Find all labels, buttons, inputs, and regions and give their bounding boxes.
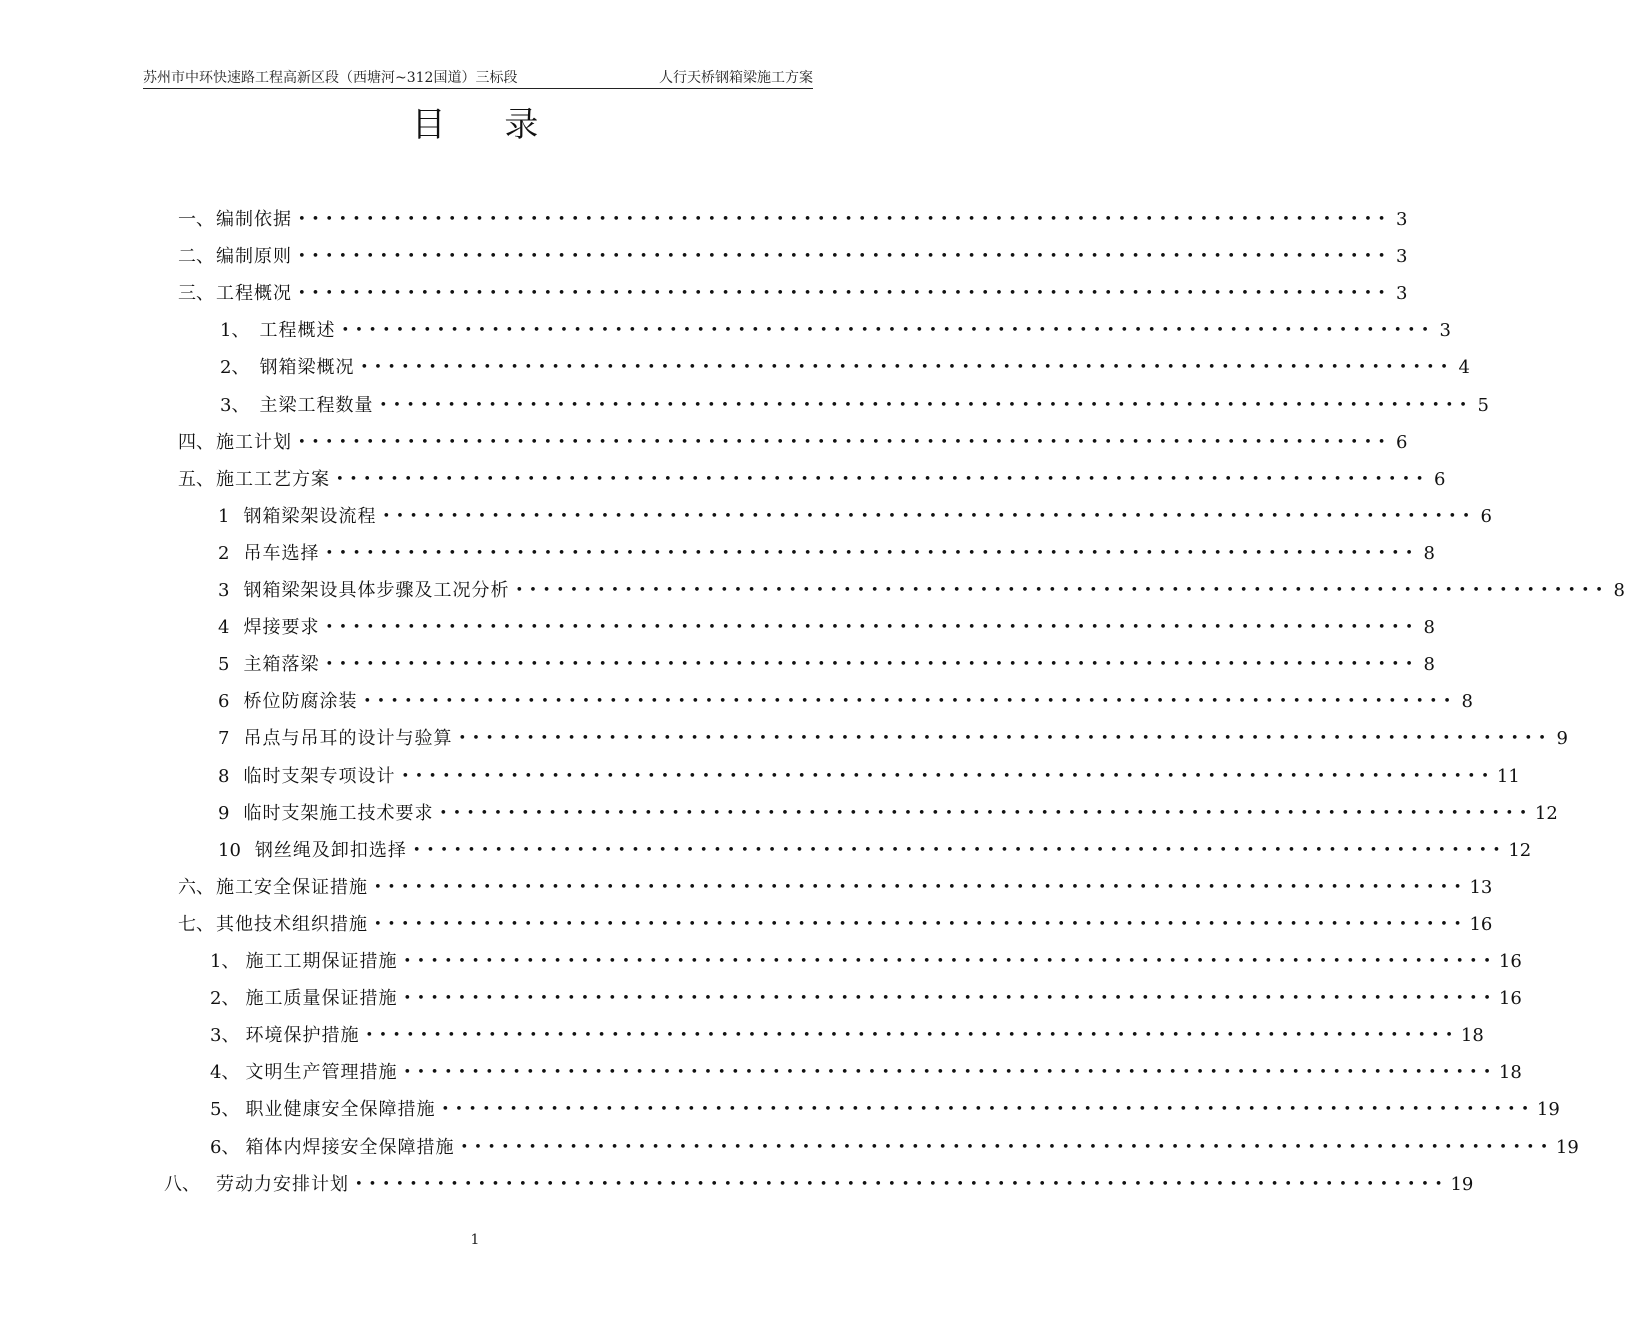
toc-entry[interactable]: [218, 646, 1435, 683]
toc-entry-page: 6: [1433, 468, 1446, 490]
toc-entry[interactable]: [218, 720, 1568, 757]
toc-entry-page: 16: [1469, 913, 1493, 935]
toc-entry[interactable]: [178, 461, 1446, 498]
page-number: 1: [470, 1232, 480, 1248]
toc-entry[interactable]: [210, 1129, 1579, 1166]
toc-entry-label: 施工工艺方案: [216, 468, 330, 490]
toc-entry-page: 3: [1439, 320, 1451, 342]
toc-entry[interactable]: [218, 572, 1625, 609]
header-project-name: 苏州市中环快速路工程高新区段（西塘河~312国道）三标段: [143, 70, 518, 86]
toc-entry-number: 四、: [178, 431, 214, 453]
toc-entry-label: 其他技术组织措施: [216, 913, 368, 935]
toc-entry-number: 3、: [210, 1025, 240, 1047]
toc-dot-leader: ••••••••••••••••••••••••••••••••••••••••••••••••••••••••••••••••••••••••••••••••: [325, 620, 1419, 636]
toc-entry-label: 钢箱梁概况: [259, 357, 355, 379]
toc-dot-leader: ••••••••••••••••••••••••••••••••••••••••••••••••••••••••••••••••••••••••••••••••: [460, 1139, 1554, 1155]
toc-entry-page: 8: [1461, 691, 1473, 713]
header-document-name: 人行天桥钢箱梁施工方案: [659, 70, 813, 86]
toc-entry[interactable]: [210, 1017, 1484, 1054]
toc-entry-label: 临时支架专项设计: [243, 765, 396, 787]
toc-entry-label: 工程概况: [216, 283, 292, 305]
toc-dot-leader: ••••••••••••••••••••••••••••••••••••••••••••••••••••••••••••••••••••••••••••••••: [298, 434, 1392, 450]
toc-entry-page: 18: [1498, 1062, 1522, 1084]
toc-entry[interactable]: [218, 535, 1435, 572]
toc-entry-page: 16: [1498, 988, 1522, 1010]
toc-entry-number: 五、: [178, 468, 214, 490]
toc-entry-page: 6: [1395, 431, 1408, 453]
toc-dot-leader: ••••••••••••••••••••••••••••••••••••••••••••••••••••••••••••••••••••••••••••••••: [298, 249, 1392, 265]
toc-entry[interactable]: [218, 498, 1492, 535]
toc-entry-page: 12: [1534, 802, 1558, 824]
toc-entry[interactable]: [178, 238, 1408, 275]
toc-dot-leader: ••••••••••••••••••••••••••••••••••••••••••••••••••••••••••••••••••••••••••••••••: [403, 954, 1497, 969]
toc-entry-label: 编制依据: [216, 209, 292, 230]
toc-entry-page: 16: [1498, 951, 1522, 972]
toc-entry-label: 临时支架施工技术要求: [243, 802, 434, 824]
toc-entry[interactable]: [210, 943, 1522, 980]
toc-entry-page: 5: [1477, 394, 1489, 416]
toc-entry[interactable]: [178, 201, 1408, 238]
toc-entry-number: 1: [218, 505, 230, 527]
toc-entry-page: 4: [1458, 357, 1470, 379]
toc-entry-label: 桥位防腐涂装: [243, 691, 358, 713]
toc-entry-label: 环境保护措施: [245, 1025, 360, 1047]
toc-entry-label: 劳动力安排计划: [216, 1173, 349, 1195]
toc-dot-leader: ••••••••••••••••••••••••••••••••••••••••••••••••••••••••••••••••••••••••••••••••: [365, 1028, 1459, 1044]
toc-entry-number: 4、: [210, 1062, 240, 1084]
toc-dot-leader: ••••••••••••••••••••••••••••••••••••••••••••••••••••••••••••••••••••••••••••••••: [355, 1176, 1449, 1192]
toc-entry-label: 文明生产管理措施: [245, 1062, 398, 1084]
toc-dot-leader: ••••••••••••••••••••••••••••••••••••••••••••••••••••••••••••••••••••••••••••••••: [325, 545, 1419, 561]
toc-entry[interactable]: [218, 758, 1520, 795]
toc-entry-label: 主梁工程数量: [259, 394, 374, 416]
toc-entry[interactable]: [178, 275, 1408, 312]
toc-entry-number: 2、: [210, 988, 240, 1010]
page-title: 目 录: [411, 105, 563, 145]
toc-entry-page: 19: [1536, 1099, 1560, 1121]
toc-dot-leader: ••••••••••••••••••••••••••••••••••••••••••••••••••••••••••••••••••••••••••••••••: [374, 879, 1468, 895]
toc-entry-number: 4: [218, 617, 230, 639]
toc-entry-label: 施工计划: [216, 431, 292, 453]
toc-entry[interactable]: [210, 1054, 1522, 1091]
toc-entry-page: 6: [1480, 505, 1492, 527]
toc-entry[interactable]: [210, 1091, 1560, 1128]
toc-entry-label: 吊点与吊耳的设计与验算: [243, 728, 453, 750]
toc-entry-page: 8: [1423, 542, 1435, 564]
toc-entry-number: 7: [218, 728, 230, 750]
toc-entry-number: 2、: [220, 357, 250, 379]
toc-entry[interactable]: [164, 1166, 1474, 1203]
toc-entry-number: 3: [218, 580, 230, 601]
toc-entry-page: 9: [1556, 728, 1568, 750]
toc-entry[interactable]: [218, 609, 1435, 646]
toc-dot-leader: ••••••••••••••••••••••••••••••••••••••••••••••••••••••••••••••••••••••••••••••••: [401, 768, 1495, 784]
toc-entry-label: 焊接要求: [243, 617, 320, 639]
toc-dot-leader: ••••••••••••••••••••••••••••••••••••••••••••••••••••••••••••••••••••••••••••••••: [298, 212, 1392, 227]
toc-entry-page: 3: [1395, 246, 1408, 268]
toc-dot-leader: ••••••••••••••••••••••••••••••••••••••••••••••••••••••••••••••••••••••••••••••••: [360, 360, 1454, 376]
toc-entry[interactable]: [220, 387, 1489, 424]
toc-entry-number: 10: [218, 839, 241, 861]
toc-dot-leader: ••••••••••••••••••••••••••••••••••••••••••••••••••••••••••••••••••••••••••••••••: [439, 805, 1533, 821]
toc-entry-label: 钢箱梁架设流程: [243, 505, 377, 527]
toc-entry-page: 11: [1496, 765, 1520, 787]
toc-entry[interactable]: [218, 683, 1473, 720]
toc-entry-page: 12: [1508, 839, 1532, 861]
toc-entry-number: 9: [218, 802, 230, 824]
toc-entry-label: 编制原则: [216, 246, 292, 268]
toc-entry-label: 吊车选择: [243, 542, 320, 564]
toc-entry-number: 六、: [178, 876, 214, 898]
toc-entry-number: 8: [218, 765, 230, 787]
toc-entry-label: 主箱落梁: [243, 654, 320, 676]
toc-entry-label: 箱体内焊接安全保障措施: [245, 1136, 455, 1158]
toc-entry-label: 钢箱梁架设具体步骤及工况分析: [243, 580, 510, 601]
toc-entry-number: 3、: [220, 394, 250, 416]
toc-entry[interactable]: [218, 795, 1558, 832]
toc-entry-page: 19: [1450, 1173, 1474, 1195]
toc-dot-leader: ••••••••••••••••••••••••••••••••••••••••••••••••••••••••••••••••••••••••••••••••: [382, 508, 1476, 524]
toc-dot-leader: ••••••••••••••••••••••••••••••••••••••••••••••••••••••••••••••••••••••••••••••••: [363, 694, 1457, 710]
toc-dot-leader: ••••••••••••••••••••••••••••••••••••••••••••••••••••••••••••••••••••••••••••••••: [341, 323, 1435, 339]
toc-entry[interactable]: [178, 869, 1493, 906]
toc-entry-label: 职业健康安全保障措施: [245, 1099, 436, 1121]
toc-entry[interactable]: [178, 906, 1493, 943]
page-header: [143, 70, 813, 89]
toc-entry[interactable]: [178, 424, 1408, 461]
toc-entry-number: 一、: [178, 209, 214, 230]
toc-entry-number: 七、: [178, 913, 214, 935]
toc-dot-leader: ••••••••••••••••••••••••••••••••••••••••••••••••••••••••••••••••••••••••••••••••: [403, 1065, 1497, 1081]
toc-dot-leader: ••••••••••••••••••••••••••••••••••••••••••••••••••••••••••••••••••••••••••••••••: [379, 397, 1473, 413]
toc-dot-leader: ••••••••••••••••••••••••••••••••••••••••••••••••••••••••••••••••••••••••••••••••: [458, 731, 1552, 747]
toc-entry[interactable]: [220, 349, 1470, 386]
toc-entry-number: 1、: [220, 320, 250, 342]
toc-entry[interactable]: [220, 312, 1451, 349]
toc-entry-number: 5: [218, 654, 230, 676]
toc-dot-leader: ••••••••••••••••••••••••••••••••••••••••••••••••••••••••••••••••••••••••••••••••: [412, 842, 1507, 858]
toc-entry[interactable]: [210, 980, 1522, 1017]
toc-entry-page: 18: [1460, 1025, 1484, 1047]
toc-entry-page: 8: [1423, 617, 1435, 639]
toc-entry[interactable]: [218, 832, 1532, 869]
toc-entry-number: 5、: [210, 1099, 240, 1121]
toc-dot-leader: ••••••••••••••••••••••••••••••••••••••••••••••••••••••••••••••••••••••••••••••••: [515, 583, 1609, 598]
toc-entry-number: 2: [218, 542, 230, 564]
toc-entry-page: 3: [1395, 209, 1408, 230]
toc-entry-label: 工程概述: [259, 320, 336, 342]
toc-entry-number: 1、: [210, 951, 240, 972]
toc-entry-page: 3: [1395, 283, 1408, 305]
toc-entry-page: 19: [1555, 1136, 1579, 1158]
toc-entry-number: 三、: [178, 283, 214, 305]
toc-entry-label: 施工质量保证措施: [245, 988, 398, 1010]
toc-entry-label: 施工安全保证措施: [216, 876, 368, 898]
toc-entry-label: 钢丝绳及卸扣选择: [254, 839, 407, 861]
toc-entry-page: 8: [1423, 654, 1435, 676]
toc-entry-page: 8: [1613, 580, 1625, 601]
toc-dot-leader: ••••••••••••••••••••••••••••••••••••••••••••••••••••••••••••••••••••••••••••••••: [336, 471, 1430, 487]
toc-entry-label: 施工工期保证措施: [245, 951, 398, 972]
toc-entry-number: 6、: [210, 1136, 240, 1158]
toc-dot-leader: ••••••••••••••••••••••••••••••••••••••••••••••••••••••••••••••••••••••••••••••••: [298, 286, 1392, 302]
toc-entry-number: 6: [218, 691, 230, 713]
toc-dot-leader: ••••••••••••••••••••••••••••••••••••••••••••••••••••••••••••••••••••••••••••••••: [441, 1102, 1535, 1118]
toc-dot-leader: ••••••••••••••••••••••••••••••••••••••••••••••••••••••••••••••••••••••••••••••••: [374, 916, 1468, 932]
toc-entry-number: 二、: [178, 246, 214, 268]
toc-entry-page: 13: [1469, 876, 1493, 898]
toc-dot-leader: ••••••••••••••••••••••••••••••••••••••••••••••••••••••••••••••••••••••••••••••••: [403, 991, 1497, 1007]
toc-entry-number: 八、: [164, 1173, 200, 1195]
toc-dot-leader: ••••••••••••••••••••••••••••••••••••••••••••••••••••••••••••••••••••••••••••••••: [325, 657, 1419, 673]
